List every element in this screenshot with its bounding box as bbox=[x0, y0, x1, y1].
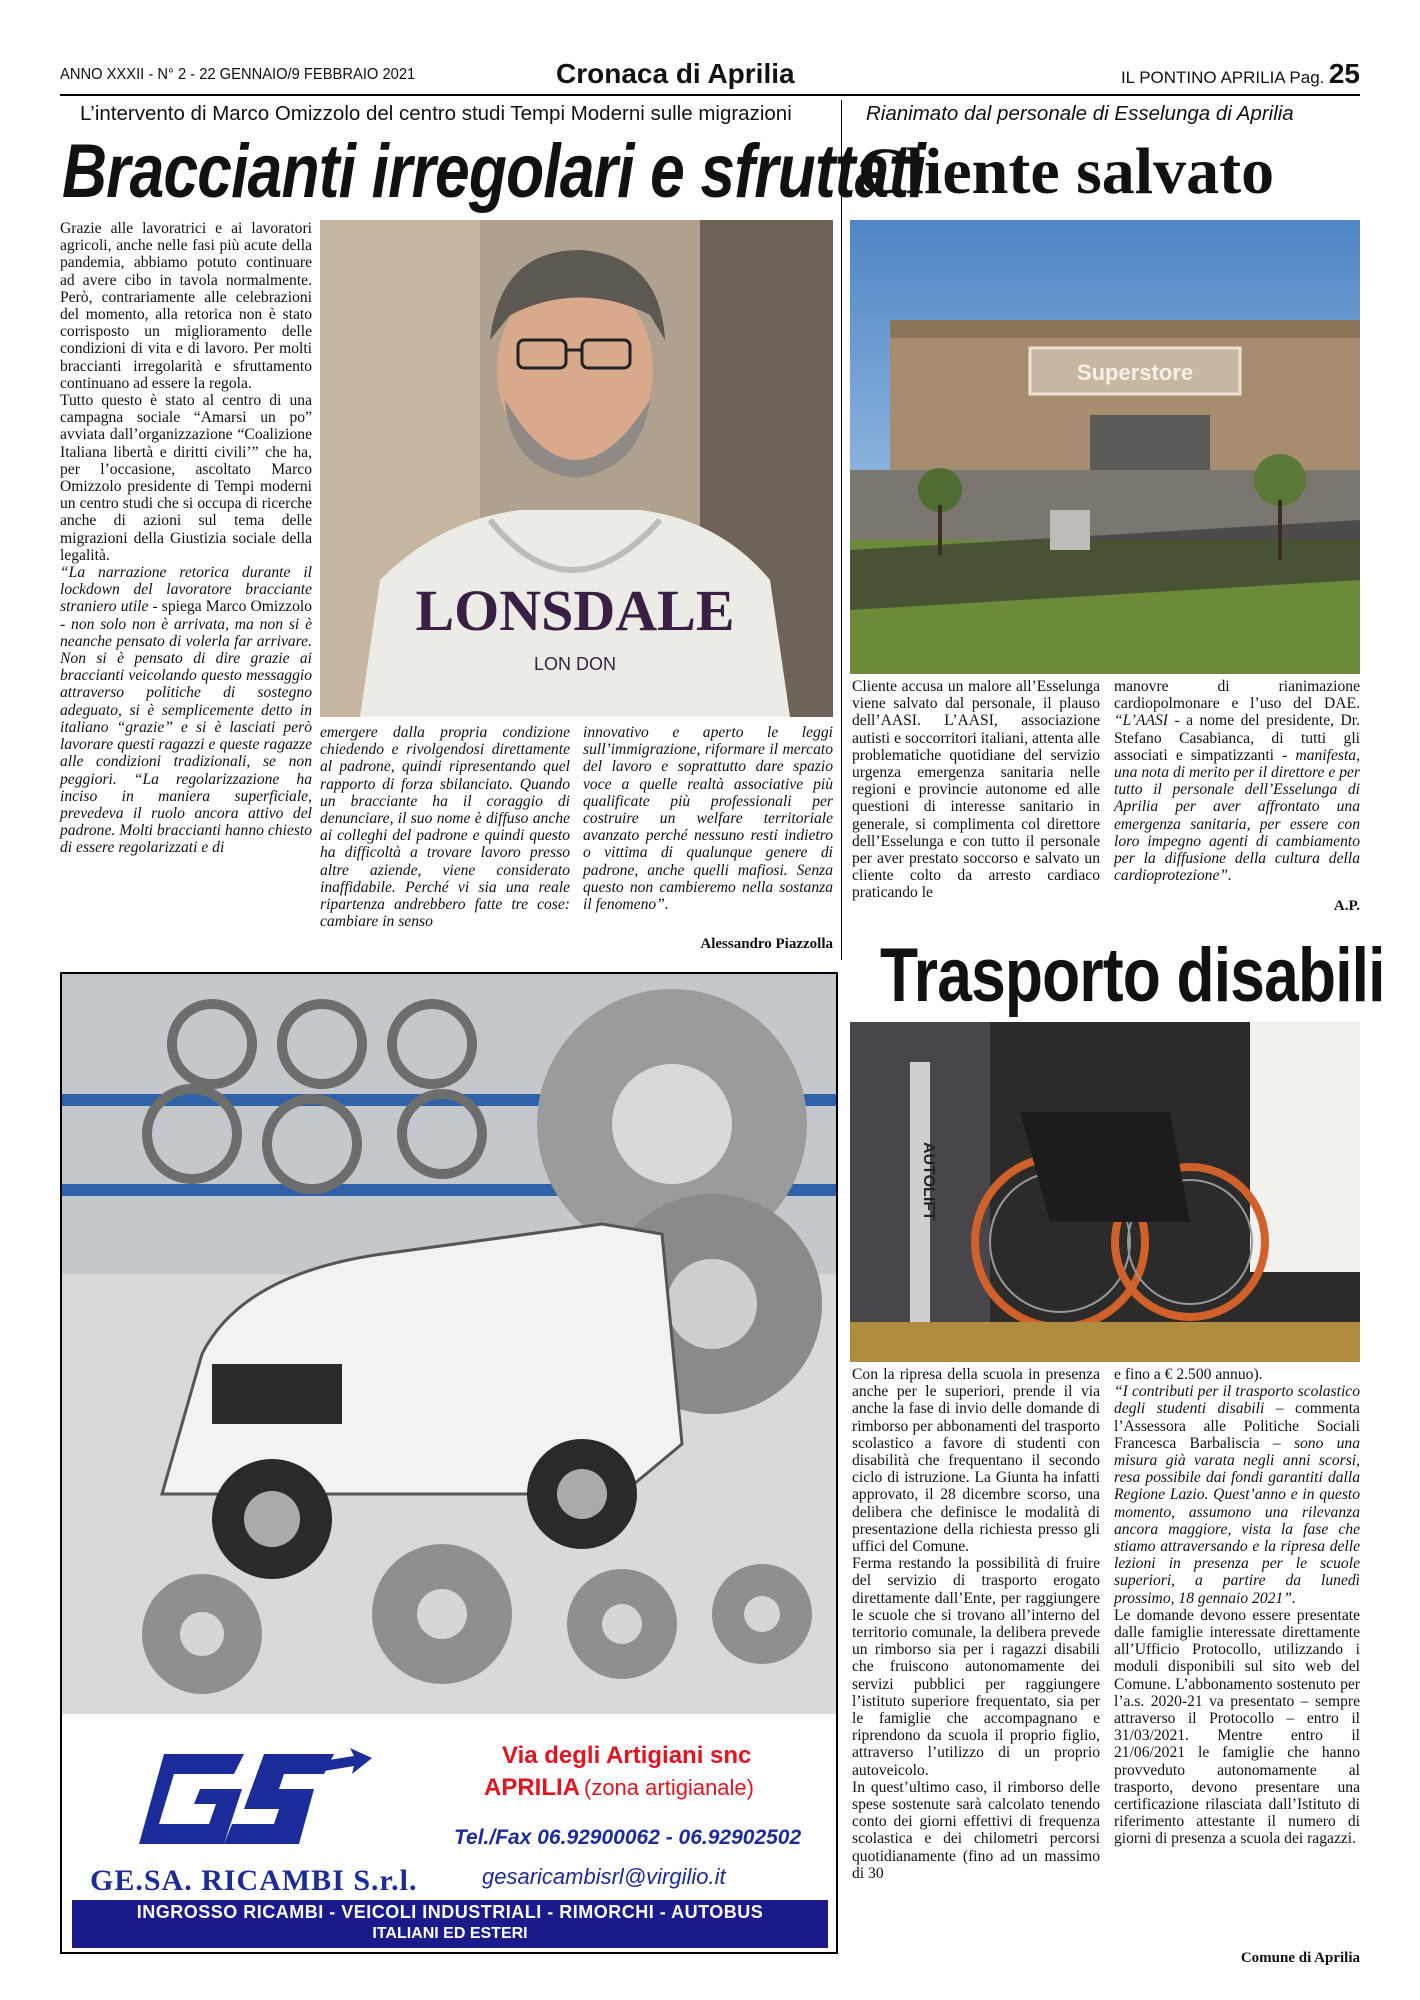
supermarket-illustration bbox=[850, 220, 1360, 674]
a1-para3 bbox=[60, 564, 312, 856]
article1-col1 bbox=[60, 220, 312, 857]
auto-parts-collage bbox=[62, 974, 838, 1714]
a3-para2: Ferma restando la possibilità di fruire del servizio di trasporto erogato direttamente dall’Ente, per raggiungere le scuole che si trovano all’interno del territorio comunale, la delibera prevede un rimborso sia per i ragazzi disabili che fruiscono autonomamente dei servizi pubblici per raggiungere l’istituto superiore frequentato, sia per le famiglie che accompagnano e riprendono da scuola il proprio figlio, attraverso l’utilizzo di un proprio autoveicolo. bbox=[852, 1555, 1100, 1779]
a1-quote1: “La narrazione retorica durante il lockdown del lavoratore bracciante straniero utile bbox=[60, 564, 312, 616]
gs-logo-icon bbox=[124, 1744, 374, 1854]
lonsdale-brand: LONSDALE bbox=[415, 578, 735, 643]
a1-para1: Grazie alle lavoratrici e ai lavoratori agricoli, anche nelle fasi più acute della pandemia, abbiamo potuto continuare ad avere cibo in tavola normalmente. Però, contrariamente alle celebrazioni del momento, alla retorica non è stato corrisposto un miglioramento delle condizioni di vita e di lavoro. Per molti braccianti irregolarità e sfruttamento continuano ad essere la regola. bbox=[60, 220, 312, 392]
a3-attrib: – commenta l’Assessora alle Politiche Sociali Francesca Barbaliscia – bbox=[1114, 1400, 1360, 1452]
page-header bbox=[60, 58, 1360, 92]
a3-quote2: sono una misura già varata negli anni scorsi, resa possibile dai fondi garantiti dalla Regione Lazio. Quest’anno e in questo momento, assumono una rilevanza ancora maggiore, vista la fase che stiamo attraversando e la ripresa delle lezioni in presenza per le scuole superiori, a partire da lunedì prossimo, 18 gennaio 2021”. bbox=[1114, 1434, 1361, 1607]
page-number: 25 bbox=[1328, 58, 1360, 89]
a3-para1: Con la ripresa della scuola in presenza anche per le superiori, prende il via anche la fase di invio delle domande di rimborso per abbonamenti del trasporto scolastico a favore di studenti con disabilità che frequentano il secondo ciclo di istruzione. La Giunta ha infatti approvato, il 28 dicembre scorso, una delibera che definisce le modalità di presentazione della richiesta presso gli uffici del Comune. bbox=[852, 1366, 1100, 1556]
lonsdale-sub: LON DON bbox=[533, 654, 617, 674]
issue-info: ANNO XXXII - N° 2 - 22 GENNAIO/9 FEBBRAIO 2021 bbox=[60, 66, 416, 83]
wheelchair-photo bbox=[850, 1022, 1360, 1362]
a2-col2b-it: “L’AASI bbox=[1114, 712, 1168, 730]
a1-attrib: - spiega Marco Omizzolo - bbox=[60, 598, 313, 633]
a3-col2d: Le domande devono essere presentate dalle famiglie interessate direttamente all’Ufficio Protocollo, utilizzando i moduli disponibili sul sito web del Comune. L’abbonamento sostenuto per l’a.s. 2020-21 va presentato – sempre attraverso il Protocollo – entro il 31/03/2021. Mentre entro il 21/06/2021 le famiglie che hanno provveduto autonomamente al trasporto, devono presentare una certificazione rilasciata dall’Istituto di riferimento attestante il numero di giorni di presenza a scuola dei ragazzi. bbox=[1114, 1606, 1360, 1848]
column-rule bbox=[841, 100, 842, 960]
a1-para2: Tutto questo è stato al centro di una campagna sociale “Amarsi un po” avviata dall’organizzazione “Coalizione Italiana libertà e diritti civili’” che ha, per l’occasione, ascoltato Marco Omizzolo presidente di Tempi moderni un centro studi che si occupa di ricerche anche di azioni sul tema delle migrazioni della Giustizia sociale della legalità. bbox=[60, 392, 312, 564]
paper-name bbox=[1121, 58, 1360, 90]
article2-author: A.P. bbox=[1333, 898, 1360, 914]
section-title: Cronaca di Aprilia bbox=[556, 58, 795, 89]
article2-kicker: Rianimato dal personale di Esselunga di Aprilia bbox=[866, 102, 1294, 125]
ad-banner bbox=[72, 1900, 828, 1948]
article3-col1 bbox=[852, 1366, 1100, 1882]
portrait-photo bbox=[320, 220, 833, 717]
article3-headline: Trasporto disabili bbox=[880, 933, 1385, 1018]
a3-quote1: “I contributi per il trasporto scolastico degli studenti disabili bbox=[1114, 1383, 1360, 1418]
ad-address1: Via degli Artigiani snc bbox=[502, 1742, 752, 1769]
ad-address2 bbox=[484, 1774, 754, 1802]
article1-kicker: L’intervento di Marco Omizzolo del centro studi Tempi Moderni sulle migrazioni bbox=[80, 102, 792, 125]
a3-col2b bbox=[1114, 1383, 1360, 1607]
article1-headline: Braccianti irregolari e sfruttati bbox=[62, 129, 926, 214]
article1-col3 bbox=[583, 724, 833, 913]
wheelchair-illustration bbox=[850, 1022, 1360, 1362]
header-rule bbox=[60, 94, 1360, 96]
ad-banner-line2: ITALIANI ED ESTERI bbox=[372, 1925, 528, 1942]
ad-banner-line1: INGROSSO RICAMBI - VEICOLI INDUSTRIALI - RIMORCHI - AUTOBUS bbox=[136, 1902, 764, 1922]
article3-author: Comune di Aprilia bbox=[1240, 1950, 1360, 1966]
ad-zone: (zona artigianale) bbox=[584, 1775, 754, 1800]
ad-email: gesaricambisrl@virgilio.it bbox=[482, 1864, 726, 1889]
autolift-label: AUTOLIFT bbox=[920, 1142, 937, 1221]
article2-col2 bbox=[1114, 678, 1360, 884]
ad-city: APRILIA bbox=[484, 1774, 580, 1801]
article2-headline: Cliente salvato bbox=[858, 135, 1275, 208]
a3-col2a: e fino a € 2.500 annuo). bbox=[1114, 1366, 1263, 1383]
a2-col2a: manovre di rianimazione cardiopolmonare e l’uso del DAE. bbox=[1114, 678, 1360, 713]
a2-col2b: - a nome del presidente, Dr. Stefano Casabianca, di tutti gli associati e simpatizzanti - bbox=[1114, 712, 1360, 764]
a3-para3: In quest’ultimo caso, il rimborso delle spese sostenute sarà calcolato tenendo conto dei giorni effettivi di frequenza scolastica e dei chilometri percorsi quotidianamente (fino ad un massimo di 30 bbox=[852, 1778, 1100, 1882]
article1-col2: emergere dalla propria condizione chiedendo e rivolgendosi direttamente al padrone, quindi ripresentando quel rapporto di forza sbilanciato. Quando un bracciante ha il coraggio di denunciare, il suo nome è diffuso anche ai colleghi del padrone e quindi questo ha difficoltà a trovare lavoro presso altre aziende, viene considerato inaffidabile. Perché vi sia una reale ripartenza andrebbero fatte tre cose: cambiare in senso bbox=[320, 724, 570, 931]
article1-author: Alessandro Piazzolla bbox=[700, 936, 833, 952]
advertisement bbox=[60, 972, 838, 1954]
store-sign: Superstore bbox=[1076, 360, 1194, 385]
article2-col1: Cliente accusa un malore all’Esselunga viene salvato dal personale, il plauso dell’AASI. L’AASI, associazione autisti e soccorritori italiani, attenta alle problematiche quotidiane del servizio urgenza emergenza sanitaria nelle regioni e provincie autonome ed alle questioni di interesse sanitario in generale, si complimenta col direttore dell’Esselunga e con tutto il personale per aver prestato soccorso e salvato un cliente colto da arresto cardiaco praticando le bbox=[852, 678, 1100, 902]
a2-col2c: manifesta, una nota di merito per il direttore e per tutto il personale dell’Esselunga di Aprilia per aver affrontato una emergenza sanitaria, per essere con loro impegno agenti di cambiamento per la diffusione della cultura della cardioprotezione”. bbox=[1114, 746, 1360, 885]
article3-col2 bbox=[1114, 1366, 1360, 1848]
a1-col3-text: innovativo e aperto le leggi sull’immigrazione, riformare il mercato del lavoro e soprattutto dare spazio voce a quelle realtà associative più qualificate più professionali per costruire un welfare territoriale avanzato perché nessuno resti indietro o vittima di qualunque genere di padrone, anche quelli mafiosi. Senza questo non cambieremo nella sostanza il fenomeno”. bbox=[583, 724, 833, 914]
a1-quote2: non solo non è arrivata, ma non si è neanche pensato di volerla far arrivare. Non si è pensato di dire grazie ai braccianti veicolando questo messaggio attraverso politiche di sostegno adeguato, si è semplicemente detto in italiano “grazie” e si è lasciati però lavorare questi ragazzi e queste ragazze alle condizioni tradizionali, se non peggiori. “La regolarizzazione ha inciso in maniera superficiale, prevedeva il ruolo ancora attivo del padrone. Molti braccianti hanno chiesto di essere regolarizzati e di bbox=[60, 615, 312, 857]
company-name: GE.SA. RICAMBI S.r.l. bbox=[90, 1864, 418, 1897]
paper-label: IL PONTINO APRILIA Pag. bbox=[1120, 68, 1325, 87]
supermarket-photo bbox=[850, 220, 1360, 674]
portrait-illustration bbox=[320, 220, 833, 717]
ad-phone: Tel./Fax 06.92900062 - 06.92902502 bbox=[454, 1826, 802, 1849]
ad-info-panel bbox=[62, 1714, 838, 1954]
